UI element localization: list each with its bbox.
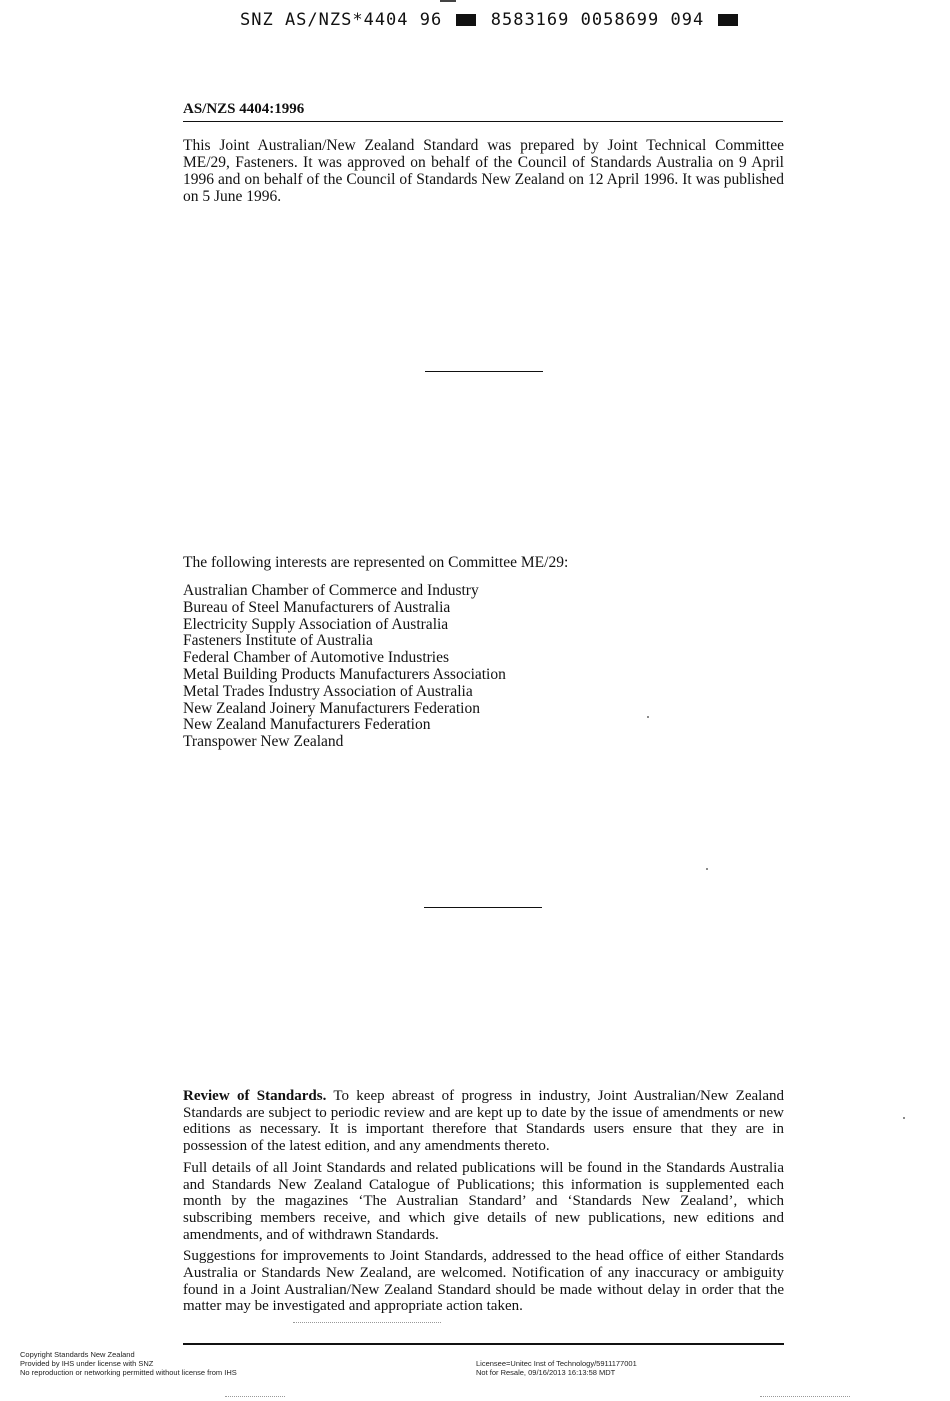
committee-members-list: [183, 583, 506, 751]
committee-heading: The following interests are represented on Committee ME/29:: [183, 554, 569, 571]
scan-speck: [706, 868, 708, 870]
list-item: New Zealand Joinery Manufacturers Federation: [183, 699, 480, 717]
list-item: Electricity Supply Association of Australia: [183, 615, 449, 633]
footer-line: No reproduction or networking permitted without license from IHS: [20, 1368, 237, 1377]
intro-paragraph: This Joint Australian/New Zealand Standard was prepared by Joint Technical Committee ME/29, Fasteners. It was approved on behalf of the Council of Standards Australia on 9 April 1996 and on behalf of the Council of Standards New Zealand on 12 April 1996. It was published on 5 June 1996.: [183, 137, 784, 205]
review-paragraph: [183, 1088, 784, 1155]
scan-noise: [293, 1322, 441, 1324]
scan-header-code: SNZ AS/NZS*4404 96: [240, 10, 443, 30]
review-paragraph: Suggestions for improvements to Joint Standards, addressed to the head office of either Standards Australia or Standards New Zealand, are welcomed. Notification of any inaccuracy or ambiguity found in a Joint Australian/New Zealand Standard should be made without delay in order that the matter may be investigated and appropriate action taken.: [183, 1248, 784, 1315]
review-text: To keep abreast of progress in industry, Joint Australian/New Zealand Standards are subject to periodic review and are kept up to date by the issue of amendments or new editions as necessary. It is important therefore that Standards users ensure that they are in possession of the latest edition, and any amendments thereto.: [183, 1088, 784, 1155]
scan-noise: [225, 1396, 285, 1398]
section-divider: [425, 371, 543, 372]
footer-line: Provided by IHS under license with SNZ: [20, 1359, 154, 1368]
scan-speck: [647, 716, 649, 718]
review-paragraph: Full details of all Joint Standards and related publications will be found in the Standards Australia and Standards New Zealand Catalogue of Publications; this information is supplemented each month by the magazines ‘The Australian Standard’ and ‘Standards New Zealand’, which subscribing members receive, and which give details of new publications, new editions and amendments, and of withdrawn Standards.: [183, 1159, 784, 1243]
bottom-rule: [183, 1343, 784, 1345]
document-id: AS/NZS 4404:1996: [183, 101, 783, 122]
footer-line: Copyright Standards New Zealand: [20, 1350, 135, 1359]
list-item: Bureau of Steel Manufacturers of Australia: [183, 598, 451, 616]
review-of-standards: [183, 1088, 784, 1320]
footer-license: [476, 1359, 637, 1377]
list-item: Transpower New Zealand: [183, 733, 344, 751]
list-item: Metal Building Products Manufacturers Association: [183, 665, 506, 683]
footer-copyright: [20, 1350, 237, 1377]
list-item: Fasteners Institute of Australia: [183, 632, 373, 650]
scan-speck: [903, 1117, 905, 1119]
footer-line: Licensee=Unitec Inst of Technology/5911177001: [476, 1359, 637, 1368]
section-divider: [424, 907, 542, 908]
footer-line: Not for Resale, 09/16/2013 16:13:58 MDT: [476, 1368, 616, 1377]
review-heading: Review of Standards.: [183, 1088, 327, 1104]
list-item: New Zealand Manufacturers Federation: [183, 716, 431, 734]
scan-mark: [440, 0, 456, 2]
scan-block: [718, 14, 738, 26]
list-item: Federal Chamber of Automotive Industries: [183, 649, 450, 667]
list-item: Australian Chamber of Commerce and Industry: [183, 582, 479, 599]
scan-noise: [760, 1396, 850, 1398]
scan-block: [456, 14, 476, 26]
list-item: Metal Trades Industry Association of Australia: [183, 682, 473, 700]
scan-header: [240, 10, 780, 30]
scan-header-barcode: 8583169 0058699 094: [490, 10, 705, 30]
